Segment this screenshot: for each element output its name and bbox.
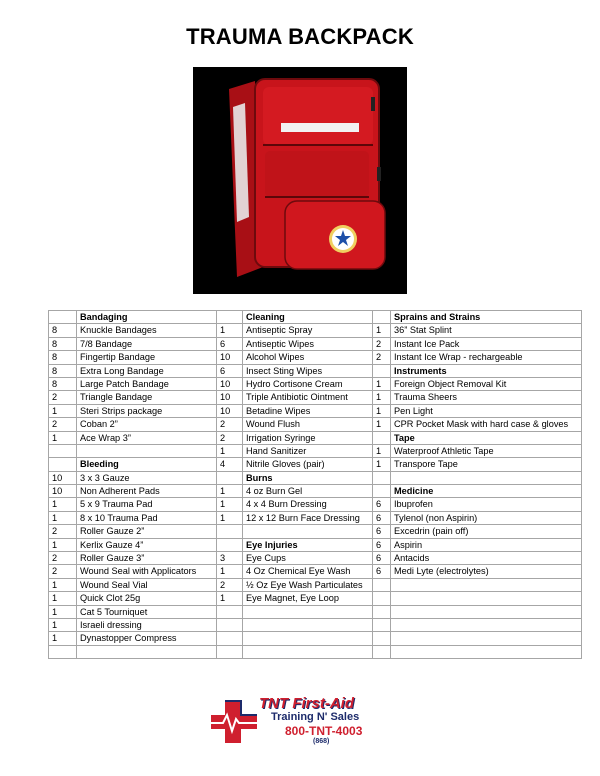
- item-name-cell: Instant Ice Pack: [391, 337, 582, 350]
- item-quantity-cell: 8: [49, 324, 77, 337]
- item-name-cell: ½ Oz Eye Wash Particulates: [243, 578, 373, 591]
- item-quantity-cell: 2: [49, 391, 77, 404]
- table-row: [49, 645, 582, 658]
- item-quantity-cell: 10: [217, 351, 243, 364]
- item-name-cell: Pen Light: [391, 404, 582, 417]
- table-row: [49, 485, 582, 498]
- item-quantity-cell: 1: [217, 444, 243, 457]
- item-name-cell: Insect Sting Wipes: [243, 364, 373, 377]
- item-quantity-cell: [217, 471, 243, 484]
- item-quantity-cell: [373, 645, 391, 658]
- item-name-cell: [243, 645, 373, 658]
- item-quantity-cell: 6: [373, 565, 391, 578]
- item-quantity-cell: [373, 311, 391, 324]
- item-quantity-cell: 1: [49, 404, 77, 417]
- table-row: [49, 404, 582, 417]
- item-quantity-cell: 8: [49, 364, 77, 377]
- item-name-cell: 12 x 12 Burn Face Dressing: [243, 511, 373, 524]
- item-name-cell: Excedrin (pain off): [391, 525, 582, 538]
- item-quantity-cell: [217, 538, 243, 551]
- item-quantity-cell: 10: [217, 377, 243, 390]
- item-name-cell: Triple Antibiotic Ointment: [243, 391, 373, 404]
- item-name-cell: [243, 605, 373, 618]
- item-name-cell: Coban 2”: [77, 418, 217, 431]
- item-quantity-cell: 4: [217, 458, 243, 471]
- item-quantity-cell: 6: [217, 337, 243, 350]
- item-name-cell: [391, 578, 582, 591]
- item-name-cell: CPR Pocket Mask with hard case & gloves: [391, 418, 582, 431]
- item-quantity-cell: 8: [49, 337, 77, 350]
- item-quantity-cell: 2: [49, 418, 77, 431]
- table-row: [49, 471, 582, 484]
- item-name-cell: Quick Clot 25g: [77, 592, 217, 605]
- item-quantity-cell: 1: [49, 511, 77, 524]
- item-quantity-cell: 3: [217, 552, 243, 565]
- item-quantity-cell: 1: [49, 618, 77, 631]
- item-quantity-cell: [217, 605, 243, 618]
- table-row: [49, 377, 582, 390]
- table-row: [49, 324, 582, 337]
- category-header-cell: Eye Injuries: [243, 538, 373, 551]
- item-quantity-cell: [217, 525, 243, 538]
- item-name-cell: Triangle Bandage: [77, 391, 217, 404]
- item-quantity-cell: 2: [217, 431, 243, 444]
- item-quantity-cell: [373, 578, 391, 591]
- item-name-cell: Nitrile Gloves (pair): [243, 458, 373, 471]
- item-name-cell: 4 oz Burn Gel: [243, 485, 373, 498]
- item-name-cell: [391, 632, 582, 645]
- item-quantity-cell: 1: [373, 377, 391, 390]
- item-quantity-cell: 1: [49, 538, 77, 551]
- item-quantity-cell: 1: [49, 632, 77, 645]
- item-name-cell: Antacids: [391, 552, 582, 565]
- item-quantity-cell: [49, 311, 77, 324]
- medical-cross-heartbeat-icon: [207, 697, 261, 747]
- item-quantity-cell: [49, 458, 77, 471]
- page-title: TRAUMA BACKPACK: [186, 24, 414, 49]
- table-row: [49, 351, 582, 364]
- item-name-cell: 5 x 9 Trauma Pad: [77, 498, 217, 511]
- table-row: [49, 444, 582, 457]
- item-name-cell: Dynastopper Compress: [77, 632, 217, 645]
- item-name-cell: Roller Gauze 2”: [77, 525, 217, 538]
- item-name-cell: Foreign Object Removal Kit: [391, 377, 582, 390]
- item-name-cell: Ibuprofen: [391, 498, 582, 511]
- item-quantity-cell: 1: [49, 431, 77, 444]
- item-name-cell: Irrigation Syringe: [243, 431, 373, 444]
- item-quantity-cell: [373, 618, 391, 631]
- logo-subtitle: Training N' Sales: [271, 711, 360, 723]
- item-quantity-cell: [217, 645, 243, 658]
- item-name-cell: 4 Oz Chemical Eye Wash: [243, 565, 373, 578]
- item-name-cell: [243, 525, 373, 538]
- table-row: [49, 511, 582, 524]
- item-name-cell: Trauma Sheers: [391, 391, 582, 404]
- category-header-cell: Instruments: [391, 364, 582, 377]
- item-name-cell: Antiseptic Spray: [243, 324, 373, 337]
- item-name-cell: Wound Seal Vial: [77, 578, 217, 591]
- item-quantity-cell: 1: [373, 391, 391, 404]
- red-trauma-backpack-image: [193, 67, 407, 294]
- item-quantity-cell: 10: [49, 471, 77, 484]
- category-header-cell: Sprains and Strains: [391, 311, 582, 324]
- item-name-cell: [391, 618, 582, 631]
- item-name-cell: Extra Long Bandage: [77, 364, 217, 377]
- table-row: [49, 458, 582, 471]
- item-quantity-cell: 2: [49, 525, 77, 538]
- item-quantity-cell: 2: [373, 351, 391, 364]
- item-quantity-cell: 1: [217, 592, 243, 605]
- item-quantity-cell: [217, 618, 243, 631]
- table-row: [49, 418, 582, 431]
- category-header-cell: Cleaning: [243, 311, 373, 324]
- item-name-cell: Kerlix Gauze 4”: [77, 538, 217, 551]
- item-quantity-cell: 6: [373, 552, 391, 565]
- item-quantity-cell: [49, 444, 77, 457]
- item-name-cell: Alcohol Wipes: [243, 351, 373, 364]
- item-name-cell: Israeli dressing: [77, 618, 217, 631]
- logo-brand-name: TNT First-Aid: [259, 695, 354, 712]
- item-quantity-cell: 1: [217, 324, 243, 337]
- table-row: [49, 364, 582, 377]
- item-quantity-cell: 1: [373, 418, 391, 431]
- item-quantity-cell: 2: [217, 578, 243, 591]
- item-name-cell: Betadine Wipes: [243, 404, 373, 417]
- item-quantity-cell: 2: [217, 418, 243, 431]
- item-quantity-cell: [373, 471, 391, 484]
- item-name-cell: Medi Lyte (electrolytes): [391, 565, 582, 578]
- item-quantity-cell: 6: [373, 498, 391, 511]
- table-row: [49, 552, 582, 565]
- item-quantity-cell: 8: [49, 377, 77, 390]
- table-row: [49, 431, 582, 444]
- item-name-cell: Ace Wrap 3”: [77, 431, 217, 444]
- item-quantity-cell: [373, 605, 391, 618]
- item-quantity-cell: 1: [217, 498, 243, 511]
- item-name-cell: Transpore Tape: [391, 458, 582, 471]
- item-quantity-cell: 1: [49, 578, 77, 591]
- item-quantity-cell: [373, 364, 391, 377]
- item-quantity-cell: 10: [217, 404, 243, 417]
- item-quantity-cell: 1: [49, 498, 77, 511]
- item-name-cell: 7/8 Bandage: [77, 337, 217, 350]
- item-quantity-cell: 1: [373, 458, 391, 471]
- item-name-cell: Wound Seal with Applicators: [77, 565, 217, 578]
- item-quantity-cell: 2: [373, 337, 391, 350]
- item-name-cell: Roller Gauze 3”: [77, 552, 217, 565]
- item-quantity-cell: 10: [217, 391, 243, 404]
- item-name-cell: Eye Magnet, Eye Loop: [243, 592, 373, 605]
- table-row: [49, 632, 582, 645]
- item-name-cell: Fingertip Bandage: [77, 351, 217, 364]
- tnt-first-aid-logo: [205, 693, 405, 753]
- item-quantity-cell: 1: [373, 444, 391, 457]
- table-row: [49, 605, 582, 618]
- table-row: [49, 498, 582, 511]
- item-quantity-cell: [49, 645, 77, 658]
- table-row: [49, 618, 582, 631]
- item-quantity-cell: 1: [373, 324, 391, 337]
- item-name-cell: Large Patch Bandage: [77, 377, 217, 390]
- item-quantity-cell: 2: [49, 552, 77, 565]
- item-name-cell: [243, 618, 373, 631]
- item-name-cell: Antiseptic Wipes: [243, 337, 373, 350]
- item-name-cell: Instant Ice Wrap - rechargeable: [391, 351, 582, 364]
- item-name-cell: Waterproof Athletic Tape: [391, 444, 582, 457]
- table-row: [49, 311, 582, 324]
- item-quantity-cell: 6: [217, 364, 243, 377]
- category-header-cell: Tape: [391, 431, 582, 444]
- item-name-cell: 4 x 4 Burn Dressing: [243, 498, 373, 511]
- item-quantity-cell: 1: [217, 511, 243, 524]
- item-name-cell: [243, 632, 373, 645]
- item-name-cell: Cat 5 Tourniquet: [77, 605, 217, 618]
- logo-phone-number: 800-TNT-4003: [285, 724, 363, 738]
- item-quantity-cell: [217, 632, 243, 645]
- table-row: [49, 538, 582, 551]
- table-row: [49, 525, 582, 538]
- item-quantity-cell: [373, 431, 391, 444]
- item-quantity-cell: 1: [217, 485, 243, 498]
- item-name-cell: Non Adherent Pads: [77, 485, 217, 498]
- item-quantity-cell: 1: [373, 404, 391, 417]
- item-name-cell: [391, 471, 582, 484]
- table-row: [49, 337, 582, 350]
- item-name-cell: Knuckle Bandages: [77, 324, 217, 337]
- item-name-cell: [77, 444, 217, 457]
- backpack-photo: [193, 67, 407, 294]
- category-header-cell: Bleeding: [77, 458, 217, 471]
- item-name-cell: 8 x 10 Trauma Pad: [77, 511, 217, 524]
- item-name-cell: [391, 645, 582, 658]
- item-quantity-cell: 1: [49, 592, 77, 605]
- item-name-cell: 36” Stat Splint: [391, 324, 582, 337]
- item-name-cell: Steri Strips package: [77, 404, 217, 417]
- item-name-cell: Tylenol (non Aspirin): [391, 511, 582, 524]
- table-row: [49, 578, 582, 591]
- item-quantity-cell: 1: [217, 565, 243, 578]
- item-name-cell: Wound Flush: [243, 418, 373, 431]
- table-row: [49, 565, 582, 578]
- item-name-cell: [391, 592, 582, 605]
- item-quantity-cell: [373, 632, 391, 645]
- inventory-table-body: [49, 311, 582, 659]
- item-name-cell: Aspirin: [391, 538, 582, 551]
- item-name-cell: Eye Cups: [243, 552, 373, 565]
- category-header-cell: Medicine: [391, 485, 582, 498]
- item-quantity-cell: 2: [49, 565, 77, 578]
- item-quantity-cell: 10: [49, 485, 77, 498]
- item-quantity-cell: 8: [49, 351, 77, 364]
- item-name-cell: [77, 645, 217, 658]
- inventory-table: [48, 310, 582, 659]
- item-name-cell: Hand Sanitizer: [243, 444, 373, 457]
- item-quantity-cell: [373, 592, 391, 605]
- item-quantity-cell: 1: [49, 605, 77, 618]
- category-header-cell: Burns: [243, 471, 373, 484]
- item-quantity-cell: 6: [373, 511, 391, 524]
- item-name-cell: 3 x 3 Gauze: [77, 471, 217, 484]
- table-row: [49, 592, 582, 605]
- logo-phone-digits: (868): [313, 738, 330, 745]
- item-name-cell: [391, 605, 582, 618]
- table-row: [49, 391, 582, 404]
- item-name-cell: Hydro Cortisone Cream: [243, 377, 373, 390]
- item-quantity-cell: 6: [373, 525, 391, 538]
- item-quantity-cell: [373, 485, 391, 498]
- category-header-cell: Bandaging: [77, 311, 217, 324]
- item-quantity-cell: 6: [373, 538, 391, 551]
- item-quantity-cell: [217, 311, 243, 324]
